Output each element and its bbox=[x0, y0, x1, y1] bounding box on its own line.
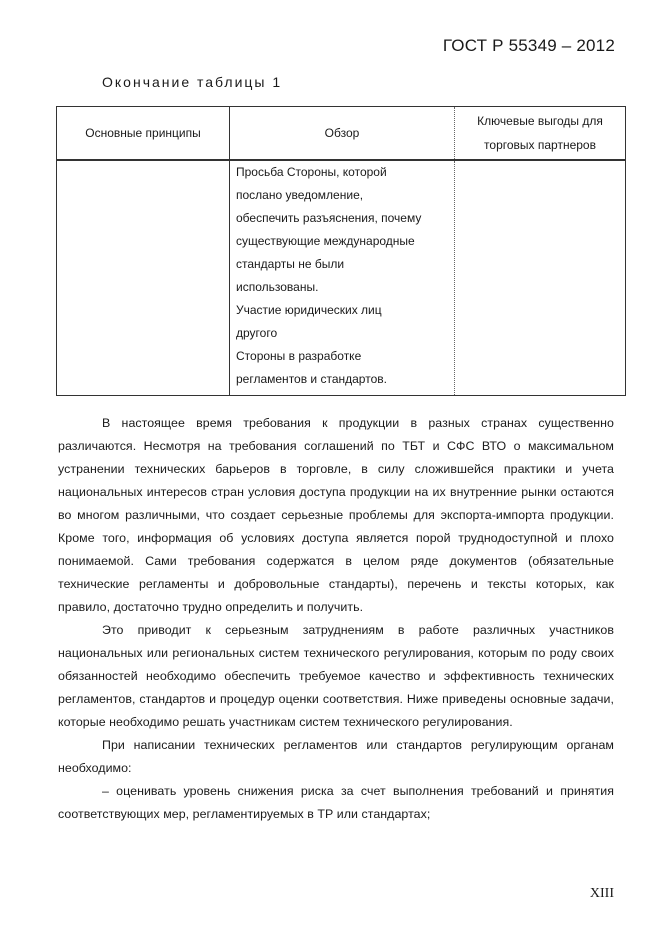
overview-line: существующие международные bbox=[236, 234, 415, 248]
cell-overview bbox=[230, 160, 455, 396]
overview-line: послано уведомление, bbox=[236, 188, 364, 202]
column-header-benefits: Ключевые выгоды для торговых партнеров bbox=[455, 107, 626, 161]
paragraph: Это приводит к серьезным затруднениям в работе различных участников национальных или региональных систем технического регулирования, которым по роду своих обязанностей необходимо обеспечить требуемое качество и эффективность технических регламентов, стандартов и процедур оценки соответствия. Ниже приведены основные задачи, которые необходимо решать участникам систем технического регулирования. bbox=[58, 623, 614, 729]
column-header-overview: Обзор bbox=[230, 107, 455, 161]
table-header-row bbox=[57, 107, 626, 161]
paragraph: При написании технических регламентов или стандартов регулирующим органам необходимо: bbox=[58, 738, 614, 775]
cell-principles bbox=[57, 160, 230, 396]
overview-line: использованы. bbox=[236, 280, 319, 294]
document-header: ГОСТ Р 55349 – 2012 bbox=[442, 36, 615, 55]
cell-benefits bbox=[455, 160, 626, 396]
list-item: – оценивать уровень снижения риска за счет выполнения требований и принятия соответствующих мер, регламентируемых в ТР или стандартах; bbox=[58, 784, 614, 821]
overview-line: Просьба Стороны, которой bbox=[236, 165, 387, 179]
paragraph: В настоящее время требования к продукции в разных странах существенно различаются. Несмотря на требования соглашений по ТБТ и СФС ВТО о максимальном устранении технических барьеров в торговле, в силу сложившейся практики и учета национальных интересов стран условия доступа продукции на их внутренние рынки остаются во многом различными, что создает серьезные проблемы для экспорта-импорта продукции. Кроме того, информация об условиях доступа является порой труднодоступной и плохо понимаемой. Сами требования содержатся в целом ряде документов (обязательные технические регламенты и добровольные стандарты), перечень и тексты которых, как правило, достаточно трудно определить и получить. bbox=[58, 416, 614, 614]
column-header-principles: Основные принципы bbox=[57, 107, 230, 161]
overview-line: регламентов и стандартов. bbox=[236, 372, 387, 386]
overview-line: обеспечить разъяснения, почему bbox=[236, 211, 422, 225]
principles-table bbox=[56, 106, 626, 396]
table-caption: Окончание таблицы 1 bbox=[102, 74, 283, 90]
overview-line: Участие юридических лиц bbox=[236, 303, 382, 317]
overview-line: Стороны в разработке bbox=[236, 349, 362, 363]
page-number: XIII bbox=[589, 886, 614, 901]
table-row bbox=[57, 160, 626, 396]
body-text bbox=[58, 412, 614, 826]
overview-line: стандарты не были bbox=[236, 257, 345, 271]
overview-line: другого bbox=[236, 326, 278, 340]
